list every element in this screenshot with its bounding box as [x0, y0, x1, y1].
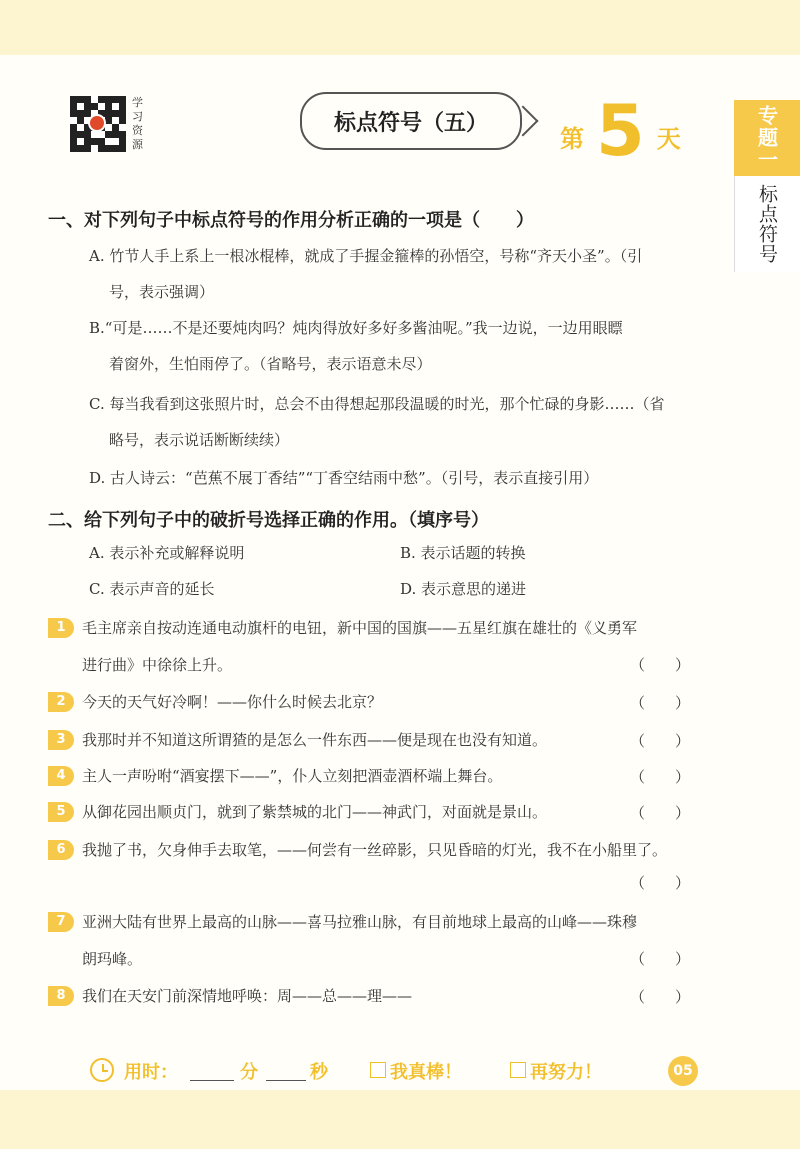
- option-a: [89, 238, 719, 310]
- question-number: 5: [48, 802, 74, 822]
- question-number: 4: [48, 766, 74, 786]
- choice-a: A. 表示补充或解释说明: [89, 544, 245, 562]
- answer-blank-7[interactable]: （ ）: [630, 950, 691, 968]
- question-number: 6: [48, 840, 74, 860]
- question-text: 毛主席亲自按动连通电动旗杆的电钮，新中国的国旗——五星红旗在雄壮的《义勇军: [82, 619, 638, 637]
- question-text: 我抛了书，欠身伸手去取笔，——何尝有一丝碎影，只见昏暗的灯光，我不在小船里了。: [82, 841, 668, 859]
- question-number: 7: [48, 912, 74, 932]
- question-text: 今天的天气好冷啊！——你什么时候去北京？: [82, 693, 383, 711]
- qr-logo-icon: [88, 114, 106, 132]
- side-tab-subject: 标点符号: [734, 176, 800, 272]
- section2-heading: 二、给下列句子中的破折号选择正确的作用。（填序号）: [48, 510, 489, 531]
- day-suffix: 天: [656, 125, 681, 153]
- day-number: 5: [596, 90, 645, 172]
- choice-b: B. 表示话题的转换: [400, 544, 526, 562]
- top-band: [0, 0, 800, 55]
- option-a-line1: A. 竹节人手上系上一根冰棍棒，就成了手握金箍棒的孙悟空，号称“齐天小圣”。（引: [89, 247, 643, 265]
- footer: [90, 1054, 710, 1088]
- page-number: 05: [668, 1056, 698, 1086]
- lesson-title: [300, 92, 522, 150]
- question-4: [48, 762, 720, 792]
- option-b-line2: 着窗外，生怕雨停了。（省略号，表示语意未尽）: [109, 355, 432, 373]
- question-text: 主人一声吩咐“酒宴摆下——”，仆人立刻把酒壶酒杯端上舞台。: [82, 767, 503, 785]
- question-number: 2: [48, 692, 74, 712]
- option-a-line2: 号，表示强调）: [109, 283, 215, 301]
- option-d-line1: D. 古人诗云：“芭蕉不展丁香结”“丁香空结雨中愁”。（引号，表示直接引用）: [89, 469, 599, 487]
- answer-blank-1[interactable]: （ ）: [630, 656, 691, 674]
- option-d: [89, 460, 719, 496]
- side-tab: [734, 100, 800, 272]
- answer-blank-3[interactable]: （ ）: [630, 732, 691, 750]
- question-number: 3: [48, 730, 74, 750]
- question-number: 1: [48, 618, 74, 638]
- great-label: 我真棒！: [390, 1062, 462, 1083]
- question-text-cont: 进行曲》中徐徐上升。: [82, 656, 233, 674]
- option-b-line1: B.“可是……不是还要炖肉吗？炖肉得放好多好多酱油呢。”我一边说，一边用眼瞟: [89, 319, 623, 337]
- bottom-band: [0, 1090, 800, 1149]
- day-label: [560, 90, 681, 172]
- option-c: [89, 386, 719, 458]
- option-b: [89, 310, 719, 382]
- question-3: [48, 726, 720, 756]
- try-more-checkbox[interactable]: [510, 1062, 526, 1078]
- answer-blank-2[interactable]: （ ）: [630, 694, 691, 712]
- question-5: [48, 798, 720, 828]
- minutes-blank[interactable]: [190, 1080, 234, 1081]
- choice-c: C. 表示声音的延长: [89, 580, 215, 598]
- question-8: [48, 982, 720, 1012]
- question-text: 亚洲大陆有世界上最高的山脉——喜马拉雅山脉，有目前地球上最高的山峰——珠穆: [82, 913, 638, 931]
- question-2: [48, 688, 720, 718]
- second-label: 秒: [310, 1062, 328, 1083]
- qr-caption: 学习资源: [132, 96, 143, 151]
- question-number: 8: [48, 986, 74, 1006]
- try-more-label: 再努力！: [530, 1062, 602, 1083]
- question-7: [48, 908, 720, 974]
- answer-blank-4[interactable]: （ ）: [630, 768, 691, 786]
- minute-label: 分: [240, 1062, 258, 1083]
- section1-heading: 一、对下列句子中标点符号的作用分析正确的一项是（ ）: [48, 210, 534, 231]
- side-tab-topic: 专题一: [734, 100, 800, 176]
- question-text: 从御花园出顺贞门，就到了紫禁城的北门——神武门，对面就是景山。: [82, 803, 548, 821]
- great-checkbox[interactable]: [370, 1062, 386, 1078]
- question-1: [48, 614, 720, 680]
- question-6: [48, 836, 720, 866]
- answer-blank-6[interactable]: （ ）: [630, 874, 691, 892]
- choice-d: D. 表示意思的递进: [400, 580, 527, 598]
- time-label: 用时：: [124, 1062, 178, 1083]
- seconds-blank[interactable]: [266, 1080, 306, 1081]
- answer-blank-5[interactable]: （ ）: [630, 804, 691, 822]
- alarm-clock-icon: [90, 1058, 114, 1082]
- day-prefix: 第: [560, 125, 584, 153]
- lesson-title-text: 标点符号（五）: [333, 110, 488, 136]
- option-c-line2: 略号，表示说话断断续续）: [109, 431, 290, 449]
- answer-blank-8[interactable]: （ ）: [630, 988, 691, 1006]
- question-text-cont: 朗玛峰。: [82, 950, 143, 968]
- question-text: 我那时并不知道这所谓猹的是怎么一件东西——便是现在也没有知道。: [82, 731, 548, 749]
- option-c-line1: C. 每当我看到这张照片时，总会不由得想起那段温暖的时光，那个忙碌的身影……（省: [89, 395, 665, 413]
- question-text: 我们在天安门前深情地呼唤：周——总——理——: [82, 987, 413, 1005]
